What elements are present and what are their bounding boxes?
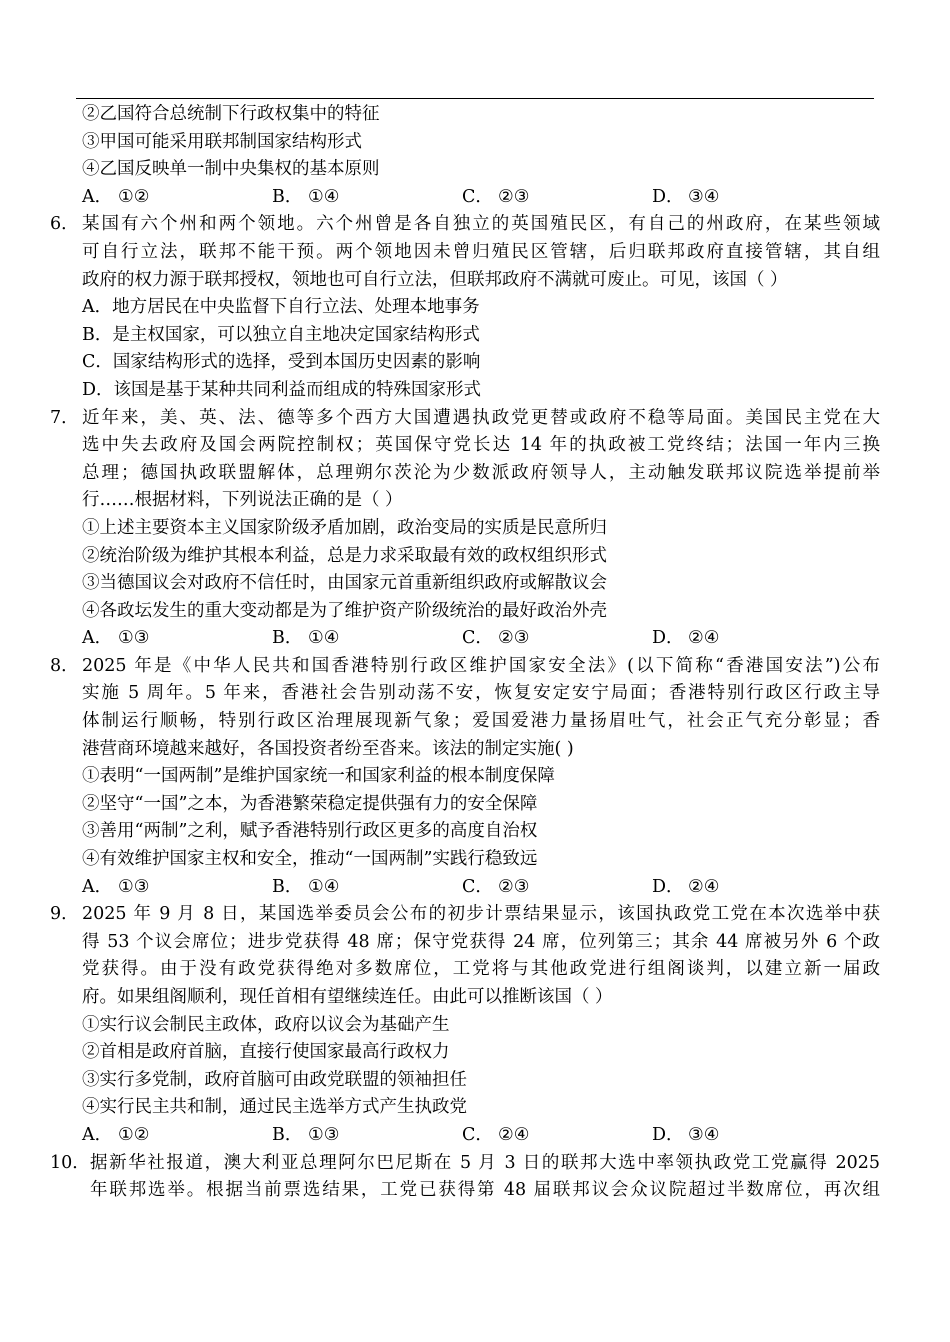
question-stem-line: 据新华社报道，澳大利亚总理阿尔巴尼斯在 5 月 3 日的联邦大选中率领执政党工党赢得 2025 [90,1152,880,1173]
option-item: ①上述主要资本主义国家阶级矛盾加剧，政治变局的实质是民意所归 [82,517,607,538]
question-stem-line: 总理；德国执政联盟解体，总理朔尔茨沦为少数派政府领导人，主动触发联邦议院选举提前举 [82,462,880,483]
option-b[interactable]: B．是主权国家，可以独立自主地决定国家结构形式 [82,324,480,345]
option-item: ②首相是政府首脑，直接行使国家最高行政权力 [82,1042,450,1063]
question-stem-line: 2025 年 9 月 8 日，某国选举委员会公布的初步计票结果显示，该国执政党工党在本次选举中获 [82,904,880,925]
option-item: ②坚守“一国”之本，为香港繁荣稳定提供强有力的安全保障 [82,793,538,814]
option-item: ④实行民主共和制，通过民主选举方式产生执政党 [82,1097,467,1118]
option-item: ④乙国反映单一制中央集权的基本原则 [82,159,380,180]
answer-choice-b[interactable]: B． ①④ [272,876,340,897]
answer-choice-a[interactable]: A． ①③ [82,628,150,649]
answer-choice-c[interactable]: C． ②④ [462,1124,530,1145]
answer-choice-c[interactable]: C． ②③ [462,876,530,897]
question-9 [50,901,880,1122]
question-number: 6． [50,214,79,235]
option-d[interactable]: D．该国是基于某种共同利益而组成的特殊国家形式 [82,379,482,400]
question-stem-line: 选中失去政府及国会两院控制权；英国保守党长达 14 年的执政被工党终结；法国一年内三换 [82,435,880,456]
question-7 [50,405,880,626]
option-item: ③实行多党制，政府首脑可由政党联盟的领袖担任 [82,1069,467,1090]
question-6 [50,211,880,404]
answer-choice-a[interactable]: A． ①② [82,186,150,207]
question-stem-line: 近年来，美、英、法、德等多个西方大国遭遇执政党更替或政府不稳等局面。美国民主党在大 [82,407,880,428]
question-number: 8． [50,655,79,676]
option-item: ①表明“一国两制”是维护国家统一和国家利益的根本制度保障 [82,766,555,787]
answer-choice-d[interactable]: D． ②④ [652,876,720,897]
answer-choice-d[interactable]: D． ③④ [652,1124,720,1145]
answer-choices [50,1122,880,1150]
answer-choices [50,184,880,212]
option-item: ②统治阶级为维护其根本利益，总是力求采取最有效的政权组织形式 [82,545,607,566]
answer-choice-b[interactable]: B． ①③ [272,1124,340,1145]
question-stem-line: 某国有六个州和两个领地。六个州曾是各自独立的英国殖民区，有自己的州政府，在某些领域 [82,214,880,235]
answer-choice-d[interactable]: D． ③④ [652,186,720,207]
answer-choices [50,874,880,902]
answer-choice-c[interactable]: C． ②③ [462,186,530,207]
exam-page [50,101,880,1205]
question-stem-line: 可自行立法，联邦不能干预。两个领地因未曾归殖民区管辖，后归联邦政府直接管辖，其自组 [82,241,880,262]
option-a[interactable]: A．地方居民在中央监督下自行立法、处理本地事务 [82,297,480,318]
option-item: ④各政坛发生的重大变动都是为了维护资产阶级统治的最好政治外壳 [82,600,607,621]
question-stem-line: 得 53 个议会席位；进步党获得 48 席；保守党获得 24 席，位列第三；其余 44 席被另外 6 个政 [82,931,880,952]
answer-choice-c[interactable]: C． ②③ [462,628,530,649]
option-item: ④有效维护国家主权和安全，推动“一国两制”实践行稳致远 [82,849,538,870]
question-number: 7． [50,407,79,428]
question-stem-line: 2025 年是《中华人民共和国香港特别行政区维护国家安全法》(以下简称“香港国安法”)公布 [82,655,880,676]
question-stem-line: 实施 5 周年。5 年来，香港社会告别动荡不安，恢复安定安宁局面；香港特别行政区行政主导 [82,683,880,704]
answer-choice-a[interactable]: A． ①③ [82,876,150,897]
question-10 [50,1150,880,1205]
answer-choices [50,625,880,653]
question-stem-line: 行……根据材料，下列说法正确的是（ ） [82,490,403,511]
option-item: ③善用“两制”之利，赋予香港特别行政区更多的高度自治权 [82,821,538,842]
header-rule [76,98,874,99]
question-stem-line: 体制运行顺畅，特别行政区治理展现新气象；爱国爱港力量扬眉吐气，社会正气充分彰显；香 [82,711,880,732]
question-stem-line: 年联邦选举。根据当前票选结果，工党已获得第 48 届联邦议会众议院超过半数席位，再次组 [90,1180,880,1201]
question-number: 10． [50,1152,90,1173]
question-8 [50,653,880,874]
option-item: ②乙国符合总统制下行政权集中的特征 [82,104,380,124]
answer-choice-a[interactable]: A． ①② [82,1124,150,1145]
answer-choice-d[interactable]: D． ②④ [652,628,720,649]
question-stem-line: 政府的权力源于联邦授权，领地也可自行立法，但联邦政府不满就可废止。可见，该国（ ） [82,269,788,290]
question-stem-line: 府。如果组阁顺利，现任首相有望继续连任。由此可以推断该国（ ） [82,987,613,1007]
answer-choice-b[interactable]: B． ①④ [272,628,340,649]
option-item: ①实行议会制民主政体，政府以议会为基础产生 [82,1014,450,1035]
option-c[interactable]: C．国家结构形式的选择，受到本国历史因素的影响 [82,352,481,373]
question-number: 9． [50,904,79,925]
answer-choice-b[interactable]: B． ①④ [272,186,340,207]
option-item: ③甲国可能采用联邦制国家结构形式 [82,131,362,152]
question-stem-line: 港营商环境越来越好，各国投资者纷至沓来。该法的制定实施( ) [82,738,574,759]
option-item: ③当德国议会对政府不信任时，由国家元首重新组织政府或解散议会 [82,573,607,594]
question-stem-line: 党获得。由于没有政党获得绝对多数席位，工党将与其他政党进行组阁谈判，以建立新一届政 [82,959,880,980]
